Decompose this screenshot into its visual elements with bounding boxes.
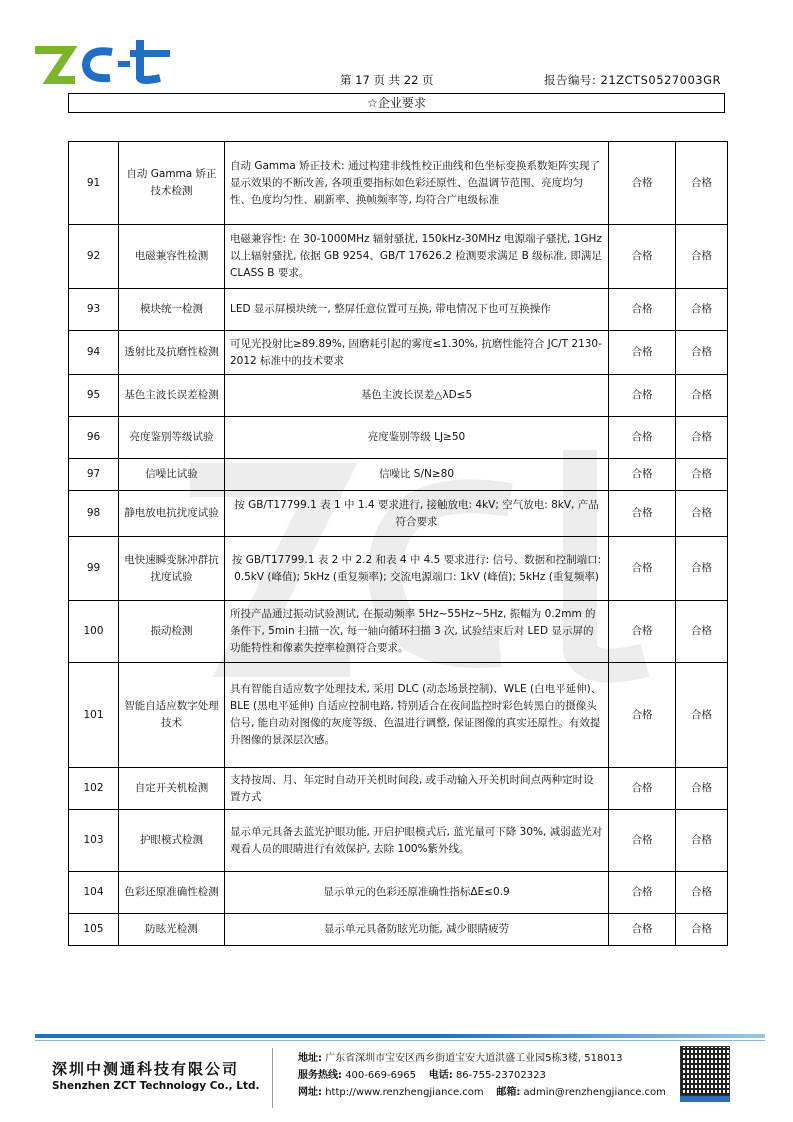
footer-divider-bar: [35, 1034, 765, 1038]
phone-label: 电话:: [428, 1070, 453, 1081]
row-number: 97: [69, 459, 119, 491]
row-number: 94: [69, 331, 119, 375]
test-item: 振动检测: [119, 601, 225, 663]
company-name-cn: 深圳中测通科技有限公司: [52, 1060, 240, 1078]
test-item: 电快速瞬变脉冲群抗扰度试验: [119, 537, 225, 601]
conclusion-cell: 合格: [676, 663, 728, 768]
address-value: 广东省深圳市宝安区西乡街道宝安大道洪盛工业园5栋3楼, 518013: [325, 1053, 623, 1064]
requirement-text: 显示单元具备防眩光功能, 减少眼睛疲劳: [225, 914, 609, 946]
table-row: [69, 375, 728, 417]
result-cell: 合格: [609, 491, 676, 537]
row-number: 102: [69, 768, 119, 810]
conclusion-cell: 合格: [676, 601, 728, 663]
table-row: [69, 491, 728, 537]
table-row: [69, 810, 728, 872]
requirement-text: 显示单元的色彩还原准确性指标ΔE≤0.9: [225, 872, 609, 914]
result-cell: 合格: [609, 375, 676, 417]
result-cell: 合格: [609, 663, 676, 768]
test-item: 防眩光检测: [119, 914, 225, 946]
test-item: 静电放电抗扰度试验: [119, 491, 225, 537]
requirement-text: 基色主波长误差△λD≤5: [225, 375, 609, 417]
result-cell: 合格: [609, 872, 676, 914]
phone-line: [298, 1067, 666, 1084]
requirement-text: 显示单元具备去蓝光护眼功能, 开启护眼模式后, 蓝光量可下降 30%, 减弱蓝光对观看人员的眼睛进行有效保护, 去除 100%紫外线。: [225, 810, 609, 872]
conclusion-cell: 合格: [676, 768, 728, 810]
conclusion-cell: 合格: [676, 417, 728, 459]
test-item: 基色主波长误差检测: [119, 375, 225, 417]
result-cell: 合格: [609, 289, 676, 331]
test-item: 亮度鉴别等级试验: [119, 417, 225, 459]
conclusion-cell: 合格: [676, 142, 728, 225]
address-label: 地址:: [298, 1053, 322, 1064]
table-row: [69, 289, 728, 331]
page-header: [70, 72, 725, 88]
requirement-text: 所投产品通过振动试验测试, 在振动频率 5Hz~55Hz~5Hz, 振幅为 0.2mm 的条件下, 5min 扫描一次, 每一轴向循环扫描 3 次, 试验结束后对 LED 显示屏的功能特性和像素失控率检测符合要求。: [225, 601, 609, 663]
table-row: [69, 663, 728, 768]
result-cell: 合格: [609, 417, 676, 459]
test-item: 信噪比试验: [119, 459, 225, 491]
test-item: 自动 Gamma 矫正技术检测: [119, 142, 225, 225]
table-row: [69, 601, 728, 663]
footer-contact: [298, 1050, 666, 1101]
result-cell: 合格: [609, 142, 676, 225]
test-item: 自定开关机检测: [119, 768, 225, 810]
result-cell: 合格: [609, 768, 676, 810]
table-row: [69, 537, 728, 601]
test-item: 电磁兼容性检测: [119, 225, 225, 289]
requirement-text: 信噪比 S/N≥80: [225, 459, 609, 491]
table-row: [69, 142, 728, 225]
row-number: 92: [69, 225, 119, 289]
result-cell: 合格: [609, 225, 676, 289]
test-item: 护眼模式检测: [119, 810, 225, 872]
qr-caption-bar: [680, 1096, 730, 1102]
result-cell: 合格: [609, 331, 676, 375]
table-row: [69, 914, 728, 946]
row-number: 99: [69, 537, 119, 601]
row-number: 101: [69, 663, 119, 768]
web-label: 网址:: [298, 1087, 322, 1098]
conclusion-cell: 合格: [676, 914, 728, 946]
hotline-value: 400-669-6965: [345, 1070, 417, 1081]
result-cell: 合格: [609, 459, 676, 491]
address-line: [298, 1050, 666, 1067]
result-cell: 合格: [609, 914, 676, 946]
result-cell: 合格: [609, 537, 676, 601]
test-item: 模块统一检测: [119, 289, 225, 331]
requirement-text: 电磁兼容性: 在 30-1000MHz 辐射骚扰, 150kHz-30MHz 电源端子骚扰, 1GHz 以上辐射骚扰, 依据 GB 9254、GB/T 17626.2 检测要求满足 B 级标准, 即满足 CLASS B 要求。: [225, 225, 609, 289]
row-number: 105: [69, 914, 119, 946]
web-link[interactable]: http://www.renzhengjiance.com: [325, 1087, 484, 1098]
conclusion-cell: 合格: [676, 289, 728, 331]
row-number: 98: [69, 491, 119, 537]
qr-code-icon: [680, 1046, 730, 1096]
requirement-text: 可见光投射比≥89.89%, 固磨耗引起的雾度≤1.30%, 抗磨性能符合 JC/T 2130-2012 标准中的技术要求: [225, 331, 609, 375]
test-item: 透射比及抗磨性检测: [119, 331, 225, 375]
row-number: 103: [69, 810, 119, 872]
row-number: 100: [69, 601, 119, 663]
conclusion-cell: 合格: [676, 872, 728, 914]
footer-divider-line: [35, 1040, 765, 1041]
hotline-label: 服务热线:: [298, 1070, 342, 1081]
report-number: 报告编号: 21ZCTS0527003GR: [543, 73, 721, 87]
requirement-text: 亮度鉴别等级 LJ≥50: [225, 417, 609, 459]
row-number: 95: [69, 375, 119, 417]
page-number: 第 17 页 共 22 页: [340, 73, 434, 87]
table-row: [69, 872, 728, 914]
conclusion-cell: 合格: [676, 331, 728, 375]
conclusion-cell: 合格: [676, 491, 728, 537]
conclusion-cell: 合格: [676, 810, 728, 872]
section-title: ☆企业要求: [68, 93, 725, 113]
test-item: 智能自适应数字处理技术: [119, 663, 225, 768]
result-cell: 合格: [609, 601, 676, 663]
table-row: [69, 417, 728, 459]
requirement-text: 自动 Gamma 矫正技术: 通过构建非线性校正曲线和色坐标变换系数矩阵实现了显示效果的不断改善, 各项重要指标如色彩还原性、色温调节范围、亮度均匀性、色度均匀性、刷新率、换帧频率等, 均符合广电级标准: [225, 142, 609, 225]
table-row: [69, 225, 728, 289]
row-number: 104: [69, 872, 119, 914]
requirement-text: 具有智能自适应数字处理技术, 采用 DLC (动态场景控制)、WLE (白电平延伸)、BLE (黑电平延伸) 自适应控制电路, 特别适合在夜间监控时彩色转黑白的摄像头信号, 能自动对图像的灰度等级、色温进行调整, 保证图像的真实还原性。有效提升图像的景深层次感。: [225, 663, 609, 768]
table-row: [69, 768, 728, 810]
result-cell: 合格: [609, 810, 676, 872]
table-row: [69, 459, 728, 491]
row-number: 91: [69, 142, 119, 225]
row-number: 93: [69, 289, 119, 331]
requirement-text: 按 GB/T17799.1 表 1 中 1.4 要求进行, 接触放电: 4kV; 空气放电: 8kV, 产品符合要求: [225, 491, 609, 537]
test-item: 色彩还原准确性检测: [119, 872, 225, 914]
email-label: 邮箱:: [496, 1087, 521, 1098]
row-number: 96: [69, 417, 119, 459]
table-row: [69, 331, 728, 375]
requirement-text: 按 GB/T17799.1 表 2 中 2.2 和表 4 中 4.5 要求进行: 信号、数据和控制端口: 0.5kV (峰值); 5kHz (重复频率); 交流电源端口: 1kV (峰值); 5kHz (重复频率): [225, 537, 609, 601]
conclusion-cell: 合格: [676, 459, 728, 491]
conclusion-cell: 合格: [676, 225, 728, 289]
footer-vertical-divider: [272, 1048, 273, 1108]
requirement-text: LED 显示屏模块统一, 整屏任意位置可互换, 带电情况下也可互换操作: [225, 289, 609, 331]
company-name-en: Shenzhen ZCT Technology Co., Ltd.: [52, 1080, 260, 1092]
conclusion-cell: 合格: [676, 537, 728, 601]
requirement-text: 支持按周、月、年定时自动开关机时间段, 或手动输入开关机时间点两种定时设置方式: [225, 768, 609, 810]
phone-value: 86-755-23702323: [455, 1070, 546, 1081]
requirements-table: [68, 141, 728, 946]
email-link[interactable]: admin@renzhengjiance.com: [523, 1087, 666, 1098]
conclusion-cell: 合格: [676, 375, 728, 417]
web-line: [298, 1084, 666, 1101]
